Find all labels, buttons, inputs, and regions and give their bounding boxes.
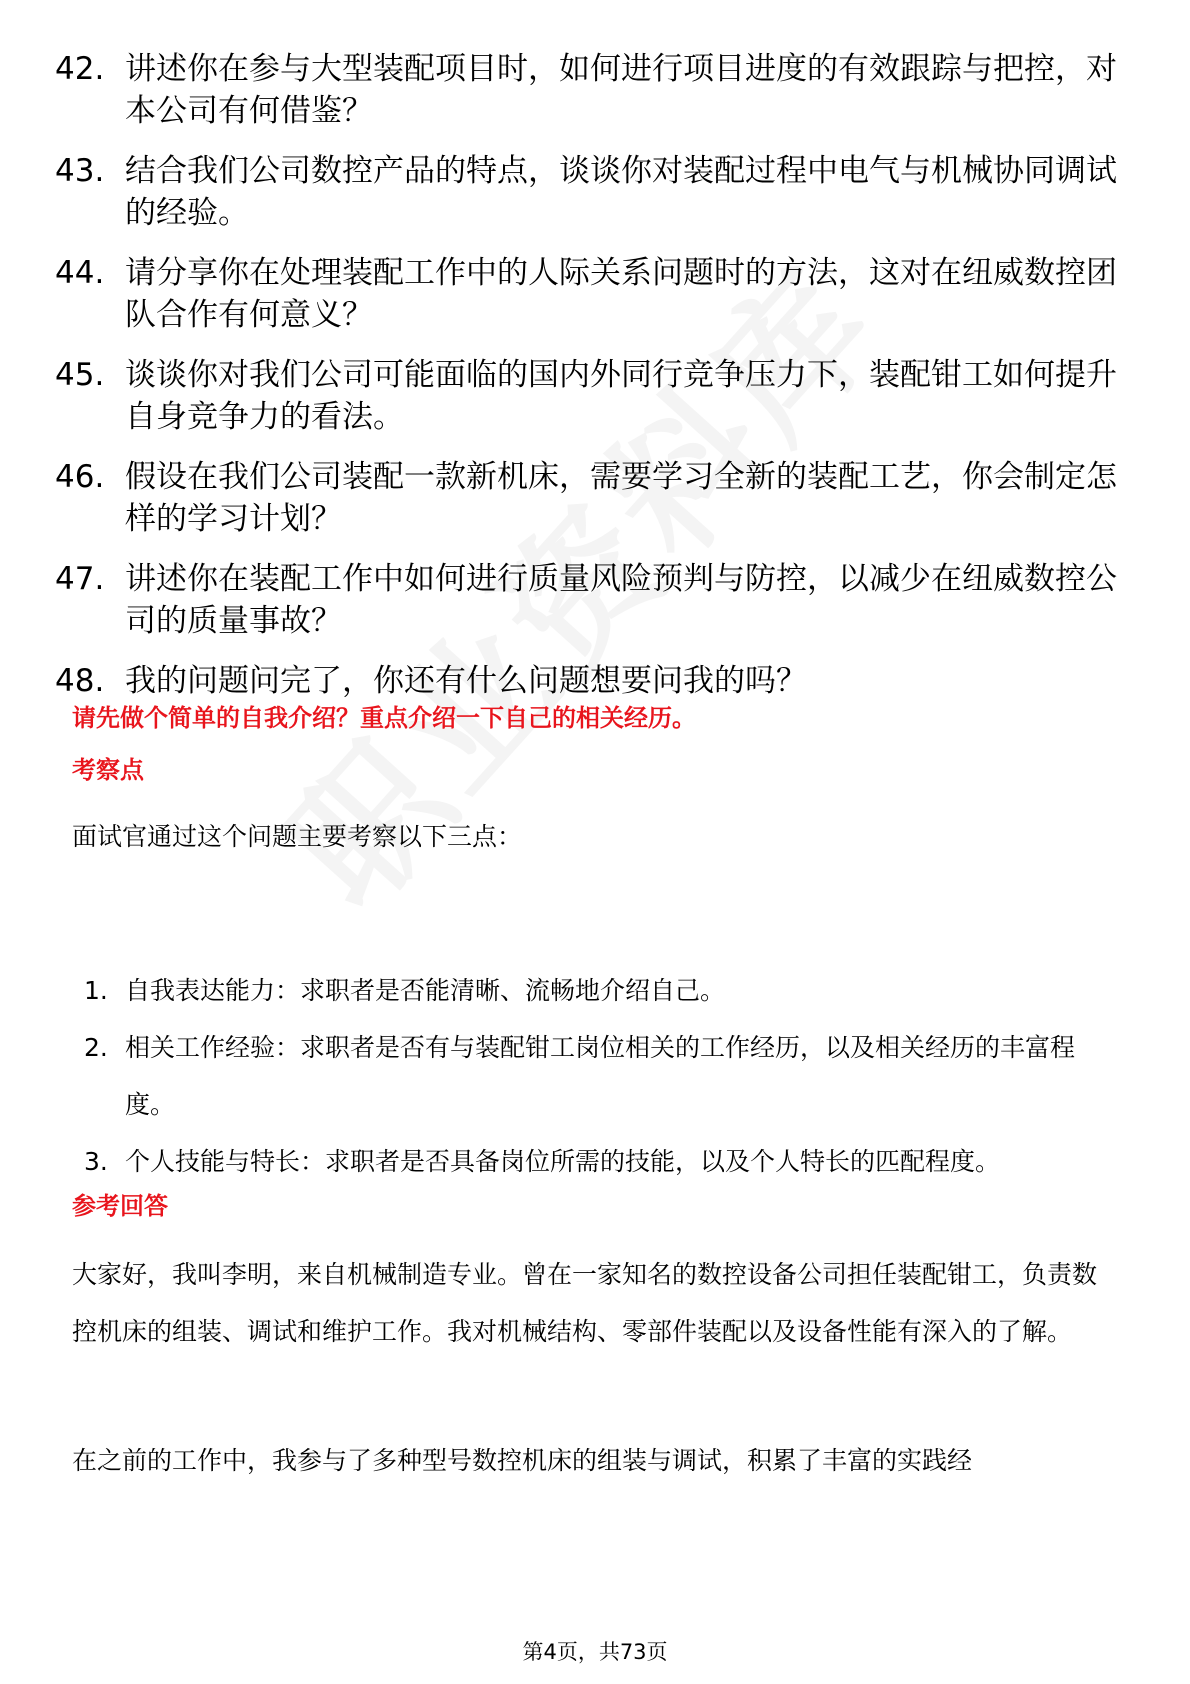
question-item (55, 354, 1135, 438)
list-item-number: 3. (84, 1147, 108, 1176)
question-list (55, 48, 1135, 720)
list-item (84, 962, 1114, 1019)
question-item (55, 150, 1135, 234)
page-number: 第4页，共73页 (522, 1640, 668, 1664)
question-number: 46. (55, 459, 105, 495)
question-text: 我的问题问完了，你还有什么问题想要问我的吗？ (125, 663, 807, 699)
points-intro: 面试官通过这个问题主要考察以下三点： (72, 822, 523, 851)
answer-paragraph: 在之前的工作中，我参与了多种型号数控机床的组装与调试，积累了丰富的实践经 (72, 1446, 973, 1475)
question-item (55, 456, 1135, 540)
list-item-number: 1. (84, 976, 108, 1005)
question-text: 讲述你在参与大型装配项目时，如何进行项目进度的有效跟踪与把控，对本公司有何借鉴？ (125, 51, 1117, 129)
question-number: 45. (55, 357, 105, 393)
question-text: 假设在我们公司装配一款新机床，需要学习全新的装配工艺，你会制定怎样的学习计划？ (125, 459, 1117, 537)
list-item-text: 自我表达能力：求职者是否能清晰、流畅地介绍自己。 (125, 976, 726, 1005)
question-item (55, 48, 1135, 132)
question-item (55, 252, 1135, 336)
section-question-heading: 请先做个简单的自我介绍？重点介绍一下自己的相关经历。 (72, 704, 696, 732)
points-heading: 考察点 (72, 756, 144, 784)
list-item-text: 相关工作经验：求职者是否有与装配钳工岗位相关的工作经历，以及相关经历的丰富程度。 (125, 1033, 1076, 1119)
question-number: 42. (55, 51, 105, 87)
points-list (84, 962, 1114, 1190)
question-number: 43. (55, 153, 105, 189)
question-number: 44. (55, 255, 105, 291)
list-item-number: 2. (84, 1033, 108, 1062)
question-number: 48. (55, 663, 105, 699)
list-item-text: 个人技能与特长：求职者是否具备岗位所需的技能，以及个人特长的匹配程度。 (125, 1147, 1001, 1176)
question-text: 讲述你在装配工作中如何进行质量风险预判与防控，以减少在纽威数控公司的质量事故？ (125, 561, 1117, 639)
question-text: 谈谈你对我们公司可能面临的国内外同行竞争压力下，装配钳工如何提升自身竞争力的看法。 (125, 357, 1117, 435)
list-item (84, 1133, 1114, 1190)
question-number: 47. (55, 561, 105, 597)
question-text: 结合我们公司数控产品的特点，谈谈你对装配过程中电气与机械协同调试的经验。 (125, 153, 1117, 231)
question-text: 请分享你在处理装配工作中的人际关系问题时的方法，这对在纽威数控团队合作有何意义？ (125, 255, 1117, 333)
answer-heading: 参考回答 (72, 1192, 168, 1220)
list-item (84, 1019, 1114, 1133)
question-item (55, 660, 1135, 702)
answer-paragraph: 大家好，我叫李明，来自机械制造专业。曾在一家知名的数控设备公司担任装配钳工，负责数控机床的组装、调试和维护工作。我对机械结构、零部件装配以及设备性能有深入的了解。 (72, 1260, 1098, 1346)
question-item (55, 558, 1135, 642)
